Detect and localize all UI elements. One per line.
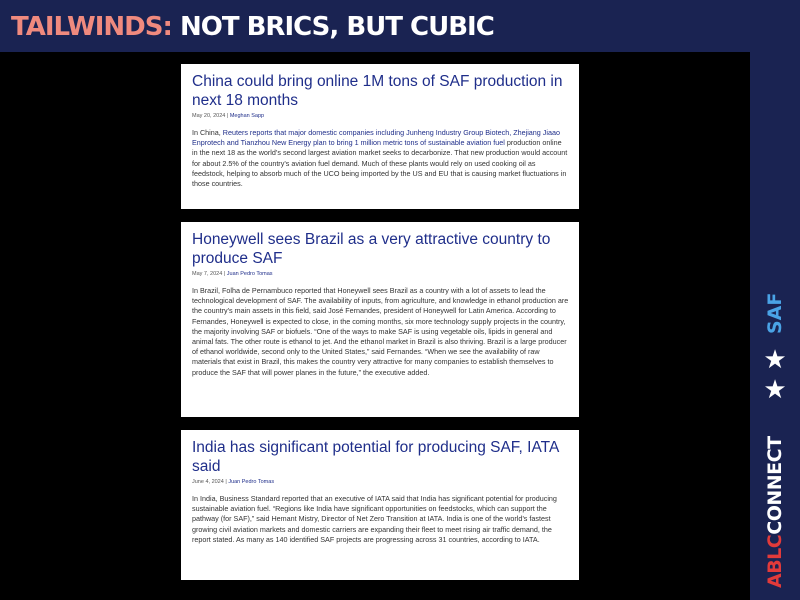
article-meta: May 20, 2024 | Meghan Sapp [192, 113, 265, 119]
article-card-india [181, 430, 579, 580]
brand-logo [764, 436, 786, 588]
article-headline[interactable]: China could bring online 1M tons of SAF production in next 18 months [192, 73, 563, 109]
article-body-intro: In China, [192, 128, 223, 137]
article-headline[interactable]: India has significant potential for producing SAF, IATA said [192, 439, 559, 475]
slide-title [11, 11, 494, 43]
article-card-brazil [181, 222, 579, 417]
article-headline[interactable]: Honeywell sees Brazil as a very attractive country to produce SAF [192, 231, 551, 267]
article-body-rest: production online in the next 18 as the world’s second largest aviation market seeks to decarbonize. That new production would account for about 2.5% of the country’s aviation fuel demand. Much of these plants would rely on used cooking oil as feedstock, helping to absorb much of the UCO being imported by the US and EU that is causing market fluctuations in those countries. [192, 138, 568, 189]
article-meta: June 4, 2024 | Juan Pedro Tomas [192, 479, 275, 485]
title-main: NOT BRICS, BUT CUBIC [179, 12, 494, 42]
saf-tag: SAF [764, 292, 786, 334]
star-icon: ★ [763, 344, 787, 374]
article-card-china [181, 64, 579, 209]
article-date: June 4, 2024 [192, 479, 224, 485]
article-meta: May 7, 2024 | Juan Pedro Tomas [192, 271, 273, 277]
article-author[interactable]: Meghan Sapp [229, 113, 265, 119]
article-author[interactable]: Juan Pedro Tomas [228, 479, 275, 485]
article-author[interactable]: Juan Pedro Tomas [226, 271, 273, 277]
article-date: May 20, 2024 [192, 113, 226, 119]
star-icon: ★ [763, 374, 787, 404]
article-body: In India, Business Standard reported that an executive of IATA said that India has significant potential for producing sustainable aviation fuel. “Regions like India have significant opportunities on feedstocks, which can support the pathway (for SAF),” said Hemant Mistry, Director of Net Zero Transition at IATA. India is one of the world’s fastest growing civil aviation markets and domestic carriers are expanding their fleet to meet rising air traffic demand, the report stated. As many as 140 identified SAF projects are progressing across 31 countries, according to IATA. [192, 494, 557, 544]
title-accent: TAILWINDS: [11, 12, 172, 42]
brand-part1: ABLC [764, 534, 786, 588]
reuters-link[interactable]: Reuters reports that major domestic companies including Junheng Industry Group Biotech, Zhejiang Jiaao Enprotech and Tianzhou New Energy plan to bring 1 million metric tons of sustainable aviation fuel [192, 128, 560, 148]
article-body [192, 128, 569, 189]
brand-part2: CONNECT [764, 436, 786, 535]
article-date: May 7, 2024 [192, 271, 223, 277]
article-body: In Brazil, Folha de Pernambuco reported that Honeywell sees Brazil as a country with a lot of assets to lead the technological development of SAF. The availability of inputs, from agriculture, and knowledge in ethanol production are the country’s main assets in this field, said José Fernandes, president of Honeywell for Latin America. According to Fernandes, Honeywell is expected to close, in the coming months, six more technology supply projects in the country, the majority involving SAF or biofuels. “One of the ways to make SAF is using vegetable oils, lipids in general and animal fats. The other route is ethanol to jet. And the ethanol market in Brazil is also thriving. Brazil is a large producer of ethanol worldwide, second only to the United States,” said Fernandes. “When we see the availability of raw materials that exist in Brazil, this makes the country very attractive for many companies to establish themselves to produce the SAF that will power planes in the future,” the executive added. [192, 286, 569, 377]
